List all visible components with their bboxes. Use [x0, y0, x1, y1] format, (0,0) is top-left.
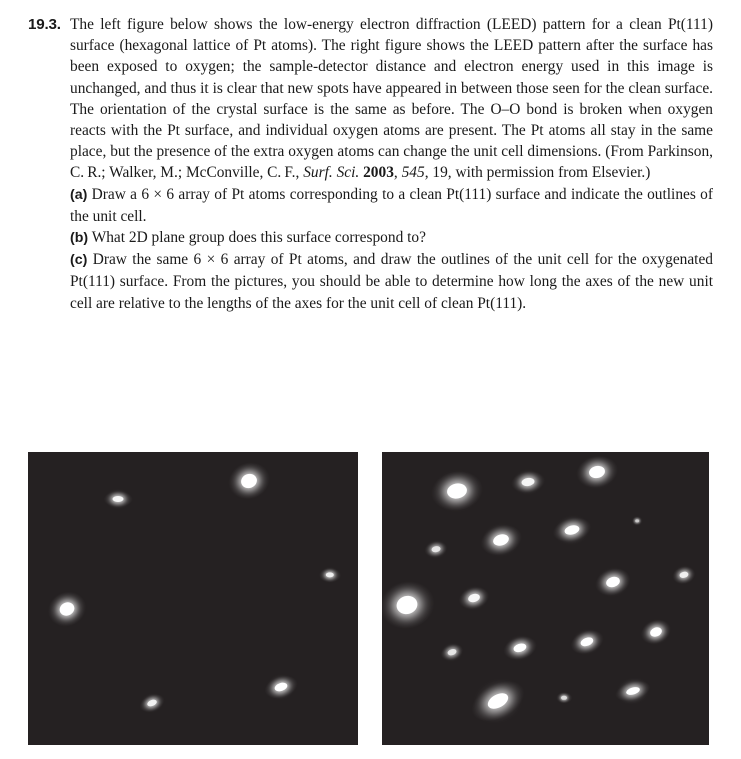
diffraction-spot	[561, 696, 567, 700]
leed-pattern-oxygenated-pt111	[382, 452, 709, 745]
diffraction-spot	[326, 572, 334, 577]
diffraction-spot-glow	[556, 692, 572, 703]
problem-body	[70, 14, 713, 314]
diffraction-spot	[564, 524, 581, 536]
diffraction-spot-glow	[573, 452, 620, 491]
diffraction-spot	[446, 482, 468, 500]
problem-block	[28, 14, 713, 314]
diffraction-spot-glow	[613, 677, 653, 705]
diffraction-spot-glow	[104, 491, 133, 507]
diffraction-spot-glow	[439, 641, 466, 662]
diffraction-spot	[274, 681, 289, 693]
diffraction-spot-glow	[637, 615, 675, 648]
diffraction-spot-glow	[223, 457, 275, 505]
diffraction-spot-glow	[262, 672, 301, 702]
leed-clean-spots-layer	[28, 452, 358, 745]
diffraction-spot	[485, 690, 511, 712]
diffraction-spot-glow	[592, 564, 635, 600]
diffraction-spot-glow	[456, 584, 492, 613]
diffraction-spot-glow	[477, 521, 525, 560]
problem-part-a	[70, 184, 713, 227]
citation-tail: , 19, with permission from Elsevier.)	[424, 164, 651, 182]
citation-year: 2003	[363, 164, 394, 182]
diffraction-spot-glow	[510, 469, 546, 494]
diffraction-spot	[113, 496, 124, 502]
diffraction-spot	[513, 642, 528, 654]
problem-part-b	[70, 227, 713, 249]
part-a-text: Draw a 6 × 6 array of Pt atoms corresponding to a clean Pt(111) surface and indicate the outlines of the unit cell.	[70, 185, 713, 225]
part-c-label: (c)	[70, 252, 88, 269]
diffraction-spot	[521, 477, 535, 487]
diffraction-spot-glow	[137, 691, 167, 715]
diffraction-spot	[605, 575, 621, 589]
diffraction-spot-glow	[319, 568, 341, 582]
diffraction-spot-glow	[501, 633, 540, 663]
leed-pattern-clean-pt111	[28, 452, 358, 745]
diffraction-spot	[649, 626, 663, 639]
part-a-label: (a)	[70, 186, 88, 203]
diffraction-spot-glow	[550, 514, 594, 546]
diffraction-spot	[395, 594, 420, 617]
diffraction-spot	[588, 464, 606, 479]
diffraction-spot	[625, 686, 640, 697]
diffraction-spot-glow	[423, 540, 449, 558]
diffraction-spot	[57, 600, 76, 618]
diffraction-spot-glow	[42, 585, 92, 632]
leed-oxygenated-spots-layer	[382, 452, 709, 745]
diffraction-spot	[467, 593, 481, 604]
diffraction-spot-glow	[671, 564, 698, 586]
part-b-label: (b)	[70, 230, 89, 247]
diffraction-spot	[447, 648, 457, 656]
diffraction-spot	[239, 472, 259, 491]
diffraction-spot	[579, 636, 594, 648]
diffraction-spot	[635, 519, 639, 522]
diffraction-spot	[146, 698, 158, 707]
problem-part-c	[70, 249, 713, 314]
diffraction-spot	[492, 533, 510, 548]
part-b-text: What 2D plane group does this surface correspond to?	[91, 229, 426, 247]
diffraction-spot	[431, 545, 441, 552]
citation-journal: Surf. Sci.	[303, 164, 360, 182]
diffraction-spot-glow	[632, 517, 641, 525]
problem-intro-paragraph: The left figure below shows the low-energy electron diffraction (LEED) pattern for a clean Pt(111) surface (hexagonal lattice of Pt atoms). The right figure shows the LEED pattern after the surface has been exposed to oxygen; the sample-detector distance and electron energy used in this image is unchanged, and thus it is clear that new spots have appeared in between those seen for the clean surface. The orientation of the crystal surface is the same as before. The O–O bond is broken when oxygen reacts with the Pt surface, and individual oxygen atoms are present. The Pt atoms all stay in the same place, but the presence of the extra oxygen atoms can change the unit cell dimensions. (From Parkinson, C. R.; Walker, M.; McConville, C. F., Surf. Sci. 2003, 545, 19, with permission from Elsevier.)	[70, 16, 713, 182]
problem-intro-text: The left figure below shows the low-energy electron diffraction (LEED) pattern for a clean Pt(111) surface (hexagonal lattice of Pt atoms). The right figure shows the LEED pattern after the surface has been exposed to oxygen; the sample-detector distance and electron energy used in this image is unchanged, and thus it is clear that new spots have appeared in between those seen for the clean surface. The orientation of the crystal surface is the same as before. The O–O bond is broken when oxygen reacts with the Pt surface, and individual oxygen atoms are present. The Pt atoms all stay in the same place, but the presence of the extra oxygen atoms can change the unit cell dimensions. (From Parkinson, C. R.; Walker, M.; McConville, C. F.,	[70, 16, 713, 182]
citation-volume: 545	[401, 164, 425, 182]
diffraction-spot-glow	[382, 575, 439, 634]
diffraction-spot	[679, 571, 689, 579]
diffraction-spot-glow	[567, 626, 606, 658]
diffraction-spot-glow	[465, 673, 531, 730]
part-c-text: Draw the same 6 × 6 array of Pt atoms, and draw the outlines of the unit cell for the oxygenated Pt(111) surface. From the pictures, you should be able to determine how long the axes of the new unit cell are relative to the lengths of the axes for the unit cell of clean Pt(111).	[70, 251, 713, 312]
problem-number: 19.3.	[28, 16, 61, 33]
diffraction-spot-glow	[428, 467, 486, 514]
